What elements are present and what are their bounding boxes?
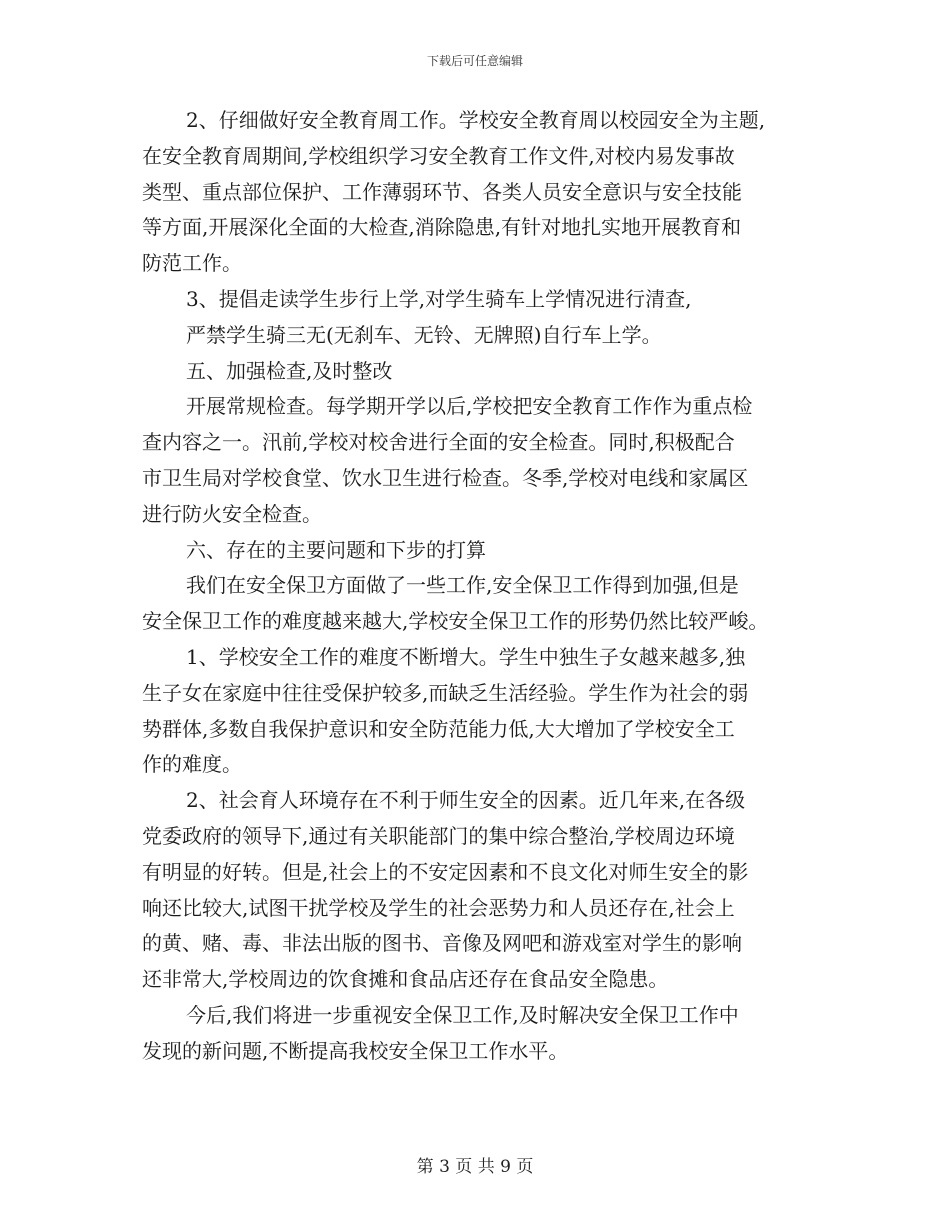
text-line: 响还比较大,试图干扰学校及学生的社会恶势力和人员还存在,社会上	[142, 895, 735, 920]
text-line: 今后,我们将进一步重视安全保卫工作,及时解决安全保卫工作中	[186, 1002, 739, 1027]
text-line: 严禁学生骑三无(无刹车、无铃、无牌照)自行车上学。	[186, 322, 662, 347]
page-footer-number: 第 3 页 共 9 页	[416, 1157, 534, 1177]
text-line: 2、仔细做好安全教育周工作。学校安全教育周以校园安全为主题,	[186, 108, 766, 132]
text-line: 进行防火安全检查。	[142, 501, 322, 526]
text-line: 还非常大,学校周边的饮食摊和食品店还存在食品安全隐患。	[142, 967, 669, 992]
text-line: 类型、重点部位保护、工作薄弱环节、各类人员安全意识与安全技能	[142, 179, 742, 204]
text-line: 3、提倡走读学生步行上学,对学生骑车上学情况进行清查,	[186, 286, 692, 311]
document-body	[142, 103, 822, 1070]
text-line: 五、加强检查,及时整改	[186, 358, 393, 383]
text-line: 开展常规检查。每学期开学以后,学校把安全教育工作作为重点检	[186, 394, 753, 419]
text-line: 作的难度。	[142, 752, 242, 777]
text-line: 的黄、赌、毒、非法出版的图书、音像及网吧和游戏室对学生的影响	[142, 931, 742, 956]
text-line: 生子女在家庭中往往受保护较多,而缺乏生活经验。学生作为社会的弱	[142, 680, 749, 705]
text-line: 防范工作。	[142, 251, 242, 276]
text-line: 安全保卫工作的难度越来越大,学校安全保卫工作的形势仍然比较严峻。	[142, 609, 769, 634]
text-line: 六、存在的主要问题和下步的打算	[186, 537, 486, 562]
text-line: 2、社会育人环境存在不利于师生安全的因素。近几年来,在各级	[186, 788, 746, 813]
text-line: 查内容之一。汛前,学校对校舍进行全面的安全检查。同时,积极配合	[142, 430, 735, 455]
text-line: 在安全教育周期间,学校组织学习安全教育工作文件,对校内易发事故	[142, 143, 735, 168]
text-line: 有明显的好转。但是,社会上的不安定因素和不良文化对师生安全的影	[142, 859, 749, 884]
text-line: 等方面,开展深化全面的大检查,消除隐患,有针对地扎实地开展教育和	[142, 215, 742, 240]
text-line: 1、学校安全工作的难度不断增大。学生中独生子女越来越多,独	[186, 644, 746, 669]
text-line: 我们在安全保卫方面做了一些工作,安全保卫工作得到加强,但是	[186, 573, 739, 598]
text-line: 党委政府的领导下,通过有关职能部门的集中综合整治,学校周边环境	[142, 823, 735, 848]
text-line: 势群体,多数自我保护意识和安全防范能力低,大大增加了学校安全工	[142, 716, 735, 741]
text-line: 市卫生局对学校食堂、饮水卫生进行检查。冬季,学校对电线和家属区	[142, 465, 749, 490]
text-line: 发现的新问题,不断提高我校安全保卫工作水平。	[142, 1038, 569, 1063]
page-header-note: 下载后可任意编辑	[426, 54, 523, 68]
